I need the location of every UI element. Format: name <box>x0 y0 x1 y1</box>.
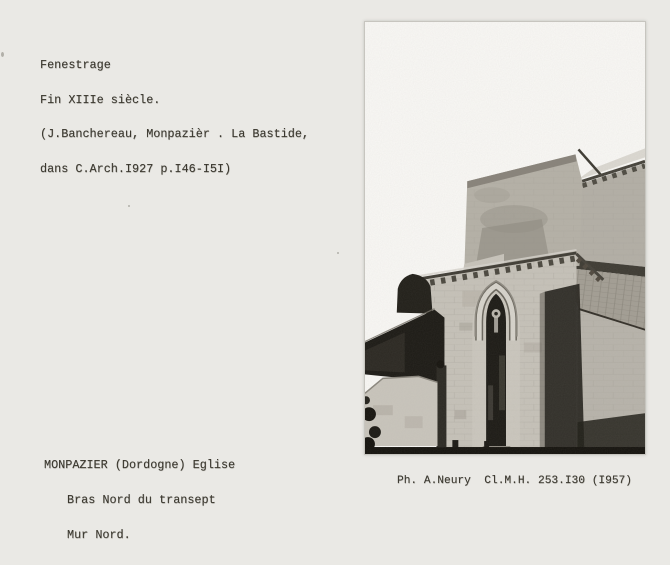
annotation-line: (J.Banchereau, Monpazièr . La Bastide, <box>40 127 310 141</box>
photo-scene <box>365 22 645 454</box>
photograph <box>364 21 646 455</box>
paper-speck <box>1 52 4 57</box>
annotation-line: Mur Nord. <box>67 527 131 542</box>
photo-grain <box>365 22 645 454</box>
paper-speck <box>128 205 130 207</box>
paper-speck <box>337 252 339 254</box>
subject-annotation <box>44 437 235 565</box>
credit-line: Ph. A.Neury Cl.M.H. 253.I30 (I957) <box>397 475 632 487</box>
annotation-line: dans C.Arch.I927 p.I46-I5I) <box>40 161 232 176</box>
annotation-line: Fenestrage <box>40 58 111 72</box>
annotation-line: Fin XIIIe siècle. <box>40 92 161 107</box>
annotation-line: MONPAZIER (Dordogne) Eglise <box>44 458 236 473</box>
photo-illustration <box>365 22 645 454</box>
top-annotation <box>40 37 309 198</box>
annotation-line: Bras Nord du transept <box>67 492 216 507</box>
